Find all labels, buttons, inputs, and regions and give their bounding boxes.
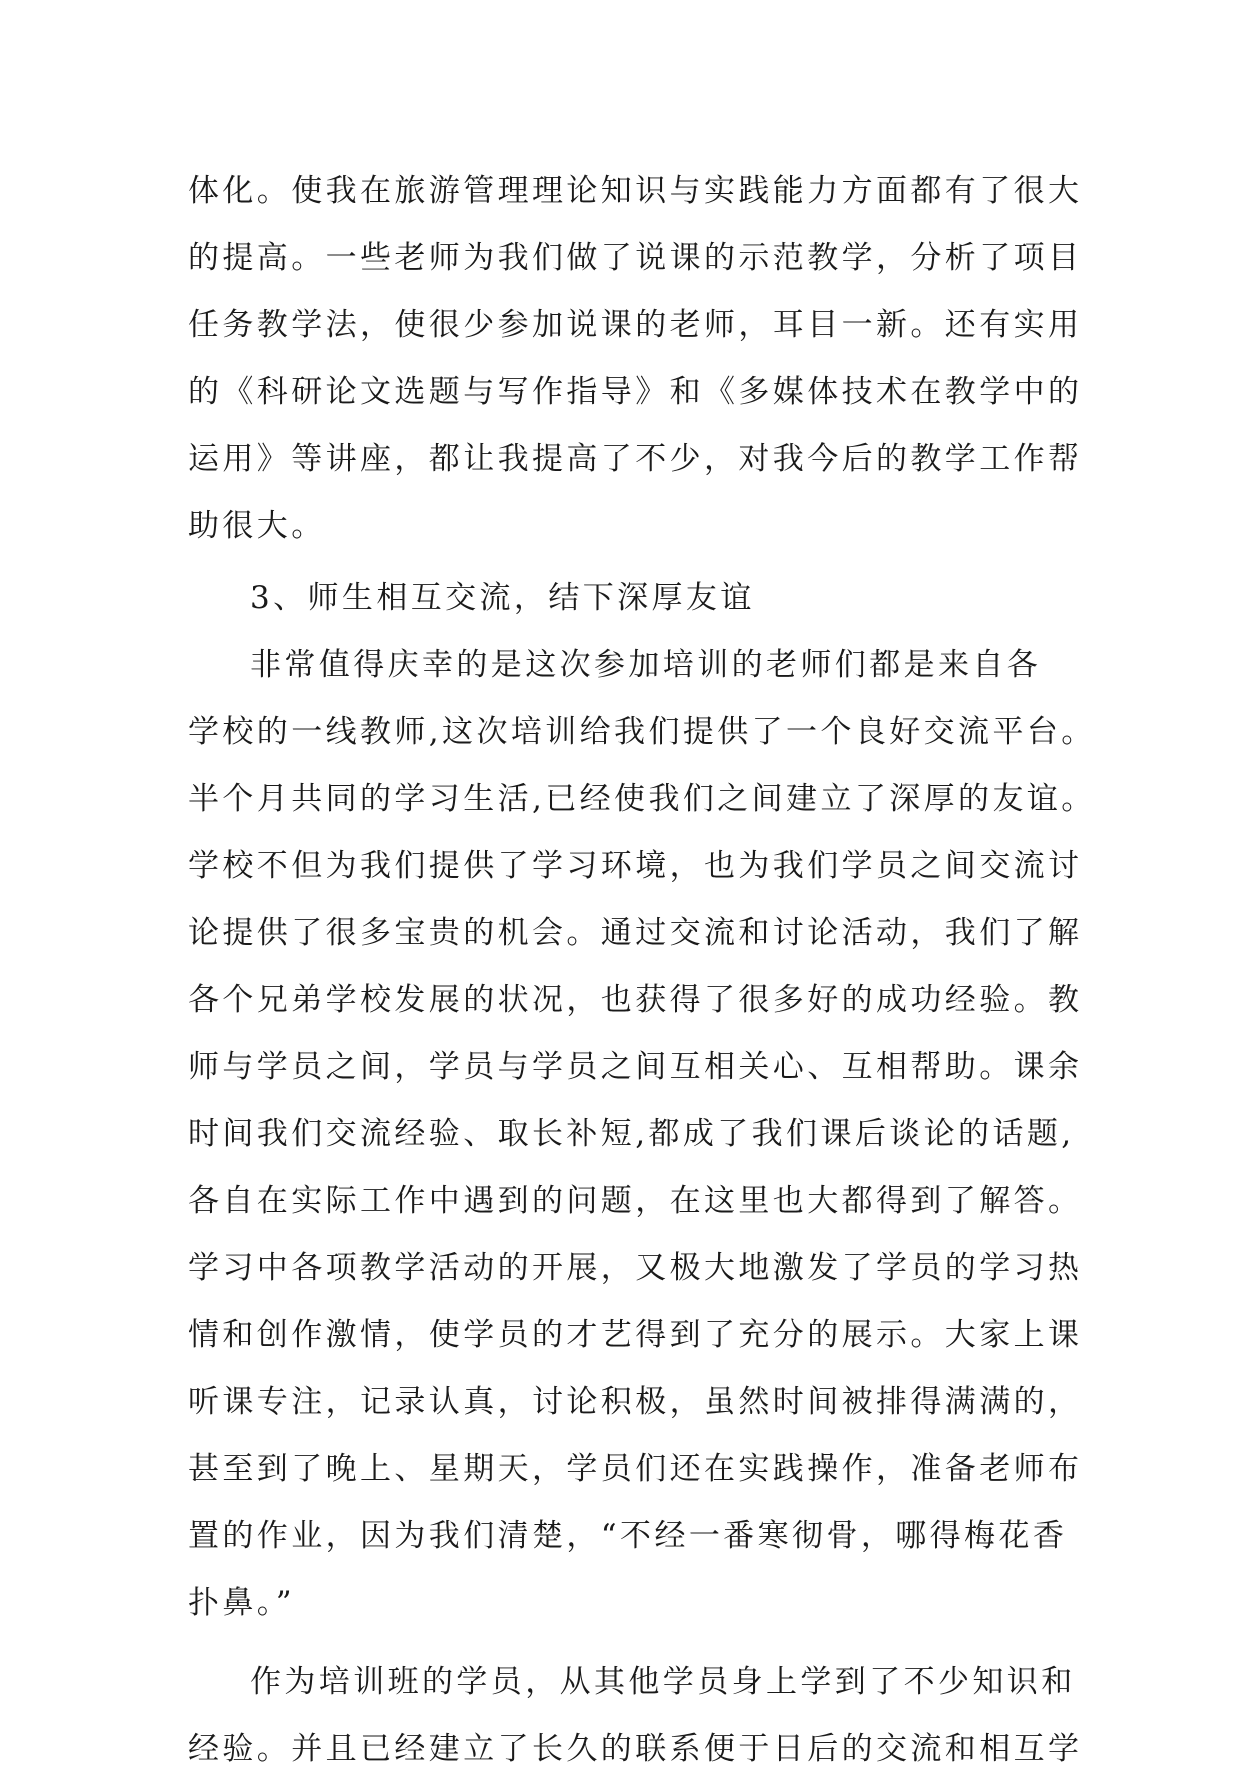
paragraph — [188, 632, 1096, 1637]
text-line: 师与学员之间，学员与学员之间互相关心、互相帮助。课余 — [188, 1049, 1083, 1085]
text-line: 学校的一线教师,这次培训给我们提供了一个良好交流平台。 — [188, 714, 1096, 750]
document-body — [188, 158, 1096, 1783]
text-line: 作为培训班的学员，从其他学员身上学到了不少知识和 — [250, 1664, 1076, 1700]
text-line: 助很大。 — [188, 508, 326, 544]
text-line: 非常值得庆幸的是这次参加培训的老师们都是来自各 — [250, 647, 1042, 683]
text-line: 运用》等讲座，都让我提高了不少，对我今后的教学工作帮 — [188, 441, 1083, 477]
text-line: 半个月共同的学习生活,已经使我们之间建立了深厚的友谊。 — [188, 781, 1096, 817]
text-line: 甚至到了晚上、星期天，学员们还在实践操作，准备老师布 — [188, 1451, 1083, 1487]
text-line: 的提高。一些老师为我们做了说课的示范教学，分析了项目 — [188, 240, 1083, 276]
text-line: 扑鼻。” — [188, 1585, 295, 1621]
text-line: 经验。并且已经建立了长久的联系便于日后的交流和相互学 — [188, 1731, 1083, 1767]
text-line: 任务教学法，使很少参加说课的老师，耳目一新。还有实用 — [188, 307, 1083, 343]
paragraph — [188, 1649, 1088, 1783]
text-line: 学习中各项教学活动的开展，又极大地激发了学员的学习热 — [188, 1250, 1083, 1286]
text-line: 各自在实际工作中遇到的问题，在这里也大都得到了解答。 — [188, 1183, 1083, 1219]
text-line: 置的作业，因为我们清楚，“不经一番寒彻骨，哪得梅花香 — [188, 1518, 1068, 1554]
text-line: 的《科研论文选题与写作指导》和《多媒体技术在教学中的 — [188, 374, 1083, 410]
text-line: 时间我们交流经验、取长补短,都成了我们课后谈论的话题, — [188, 1116, 1075, 1152]
text-line: 学校不但为我们提供了学习环境，也为我们学员之间交流讨 — [188, 848, 1083, 884]
text-line: 情和创作激情，使学员的才艺得到了充分的展示。大家上课 — [188, 1317, 1083, 1353]
paragraph — [188, 158, 1088, 560]
text-line: 听课专注，记录认真，讨论积极，虽然时间被排得满满的， — [188, 1384, 1083, 1420]
text-line: 各个兄弟学校发展的状况，也获得了很多好的成功经验。教 — [188, 982, 1083, 1018]
section-heading: 3、师生相互交流，结下深厚友谊 — [250, 580, 755, 616]
text-line: 体化。使我在旅游管理理论知识与实践能力方面都有了很大 — [188, 173, 1083, 209]
text-line: 论提供了很多宝贵的机会。通过交流和讨论活动，我们了解 — [188, 915, 1083, 951]
